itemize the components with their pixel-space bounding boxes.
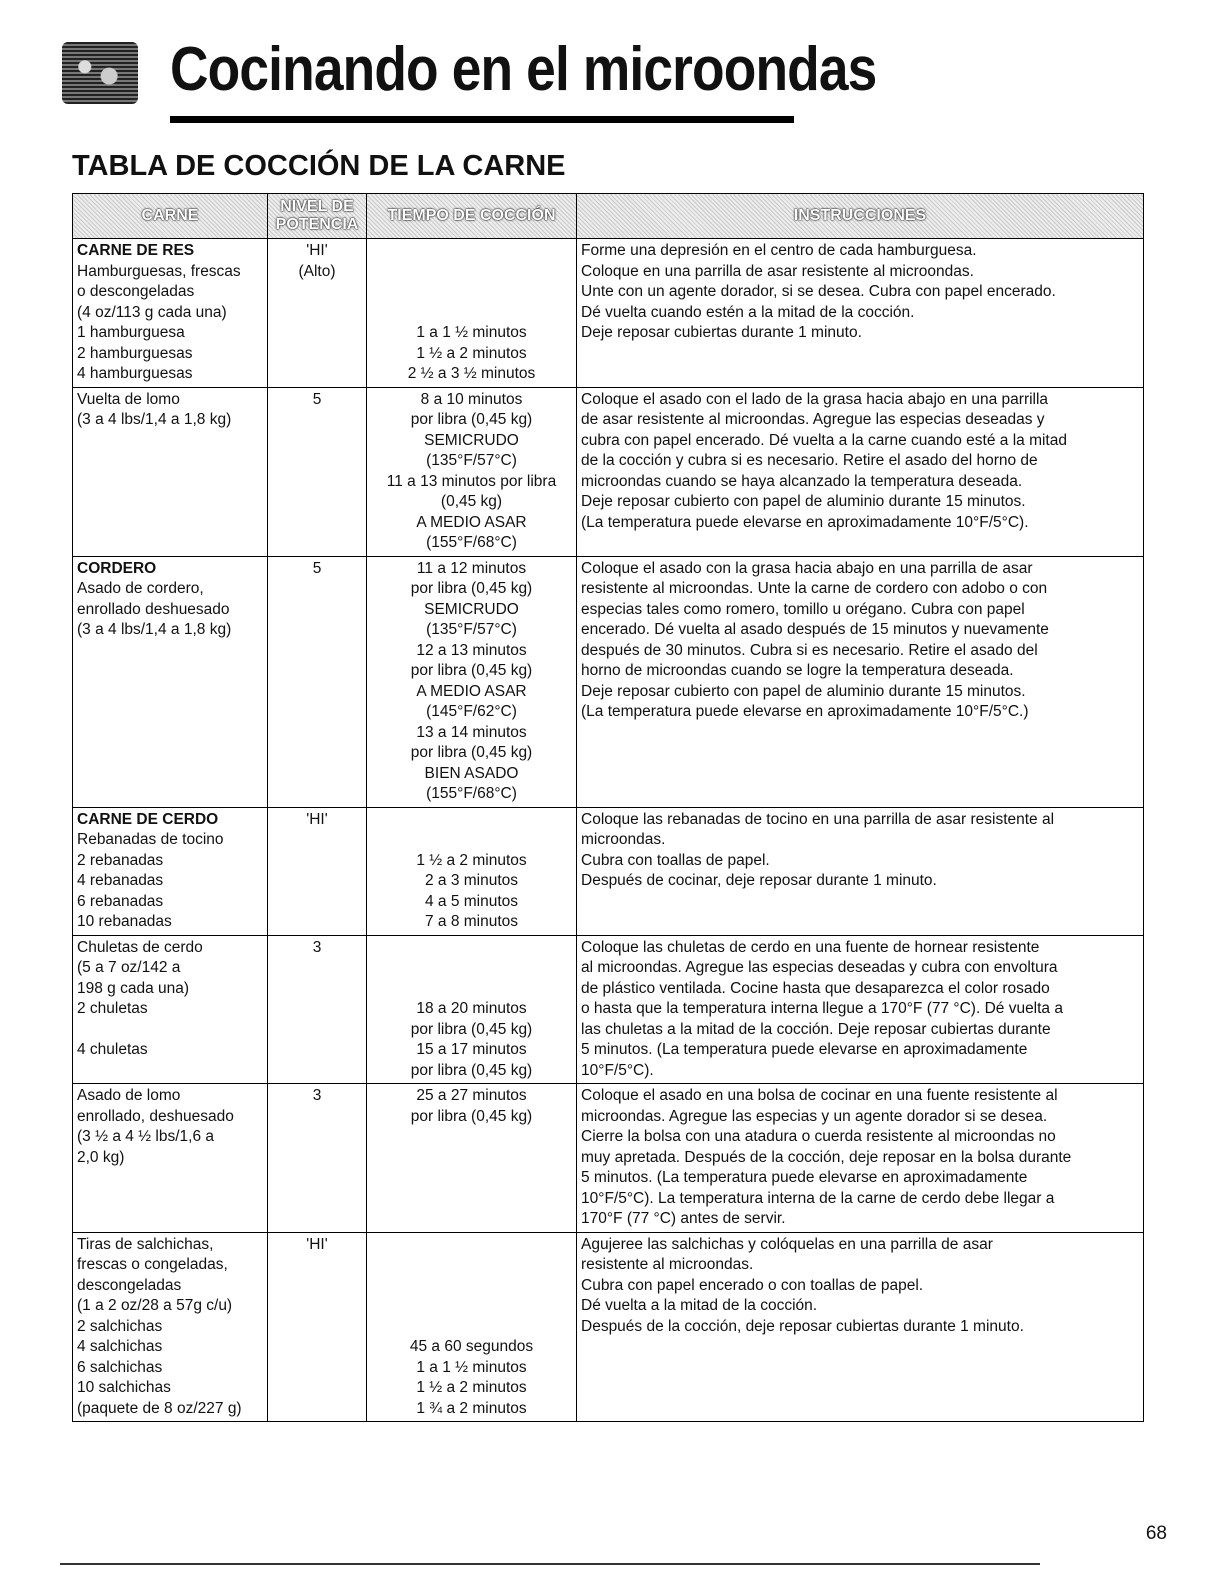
cell-line: (5 a 7 oz/142 a (77, 959, 181, 976)
food-cell (73, 935, 268, 1084)
cell-line (371, 958, 572, 979)
cell-line: descongeladas (77, 1276, 182, 1294)
power-level-cell (268, 387, 367, 556)
cell-line: 2 salchichas (77, 1317, 163, 1335)
cell-line: Asado de lomo (77, 1087, 181, 1104)
cell-line: 'HI' (306, 1235, 328, 1253)
cell-line: 6 rebanadas (77, 892, 164, 910)
title-underline (170, 116, 794, 123)
cell-line: 2 chuletas (77, 1000, 148, 1017)
cell-line: 2 rebanadas (77, 851, 164, 869)
cell-line: (3 a 4 lbs/1,4 a 1,8 kg) (77, 411, 232, 428)
cell-line (371, 282, 572, 303)
cell-line: Cubra con toallas de papel. (581, 851, 770, 869)
cell-line: 5 (312, 390, 322, 408)
cell-line: 4 rebanadas (77, 872, 164, 889)
cell-line: A MEDIO ASAR (416, 682, 527, 700)
meat-category-heading: CORDERO (77, 559, 157, 577)
section-title: TABLA DE COCCIÓN DE LA CARNE (72, 150, 566, 182)
cell-line: 4 hamburguesas (77, 365, 193, 382)
cell-line: 'HI' (306, 810, 328, 828)
meat-category-heading: CARNE DE CERDO (77, 810, 219, 828)
cell-line: 25 a 27 minutos (416, 1087, 527, 1104)
cell-line: Coloque las chuletas de cerdo en una fuente de hornear resistente (581, 938, 1040, 956)
cooking-time-cell (367, 556, 577, 807)
cell-line: por libra (0,45 kg) (410, 744, 533, 761)
table-row (73, 239, 1144, 388)
cell-line: resistente al microondas. (581, 1256, 754, 1273)
meat-category-heading: CARNE DE RES (77, 242, 195, 259)
cell-line: encerado. Dé vuelta al asado después de 15 minutos y nuevamente (581, 621, 1049, 638)
footer-rule (60, 1563, 1040, 1565)
cell-line: después de 30 minutos. Cubra si es necesario. Retire el asado del (581, 641, 1038, 659)
column-header-nivel: NIVEL DE POTENCIA (268, 194, 367, 239)
cell-line: 5 minutos. (La temperatura puede elevarse en aproximadamente (581, 1169, 1028, 1186)
cell-line: Cierre la bolsa con una atadura o cuerda resistente al microondas no (581, 1128, 1056, 1145)
cell-line: 10°F/5°C). La temperatura interna de la carne de cerdo debe llegar a (581, 1189, 1055, 1207)
cell-line (371, 1255, 572, 1276)
instructions-cell (577, 387, 1144, 556)
food-cell (73, 387, 268, 556)
cell-line: (3 a 4 lbs/1,4 a 1,8 kg) (77, 621, 232, 638)
table-row (73, 935, 1144, 1084)
cell-line (371, 262, 572, 283)
table-row (73, 1084, 1144, 1233)
column-header-carne: CARNE (73, 194, 268, 239)
cell-line: al microondas. Agregue las especias deseadas y cubra con envoltura (581, 959, 1058, 976)
cell-line: Vuelta de lomo (77, 390, 180, 408)
cell-line: frescas o congeladas, (77, 1256, 228, 1273)
cell-line: 5 (312, 559, 322, 577)
cell-line: (155°F/68°C) (426, 534, 517, 551)
cell-line: BIEN ASADO (424, 764, 519, 782)
cell-line: por libra (0,45 kg) (410, 580, 533, 597)
power-level-cell (268, 1084, 367, 1233)
cell-line: A MEDIO ASAR (416, 513, 527, 531)
cell-line: Unte con un agente dorador, si se desea. Cubra con papel encerado. (581, 283, 1056, 300)
cell-line: 2 ½ a 3 ½ minutos (407, 365, 536, 382)
cell-line: 11 a 13 minutos por libra (386, 472, 557, 490)
cell-line (371, 1235, 572, 1256)
food-cell (73, 1084, 268, 1233)
page-title: Cocinando en el microondas (170, 35, 877, 104)
cell-line: o descongeladas (77, 283, 195, 300)
cell-line: horno de microondas cuando se logre la temperatura deseada. (581, 662, 1014, 679)
cell-line: 18 a 20 minutos (416, 1000, 527, 1017)
cell-line: (145°F/62°C) (426, 703, 517, 720)
cell-line: Después de cocinar, deje reposar durante 1 minuto. (581, 872, 937, 889)
cell-line: Coloque en una parrilla de asar resistente al microondas. (581, 262, 974, 280)
cell-line: de la cocción y cubra si es necesario. Retire el asado del horno de (581, 452, 1038, 469)
cell-line: (1 a 2 oz/28 a 57g c/u) (77, 1297, 233, 1314)
cell-line: 11 a 12 minutos (416, 559, 527, 577)
power-level-cell (268, 1232, 367, 1422)
cell-line: por libra (0,45 kg) (410, 662, 533, 679)
cell-line: por libra (0,45 kg) (410, 1107, 533, 1125)
cell-line: (135°F/57°C) (426, 452, 517, 469)
cell-line: (155°F/68°C) (426, 785, 517, 802)
food-cell (73, 239, 268, 388)
cell-line (371, 979, 572, 1000)
cell-line (371, 1317, 572, 1338)
cell-line: 2,0 kg) (77, 1148, 125, 1166)
cell-line: 4 chuletas (77, 1041, 148, 1058)
cell-line: 4 a 5 minutos (424, 892, 519, 910)
cell-line: SEMICRUDO (424, 431, 519, 449)
page-number: 68 (1145, 1523, 1167, 1544)
cell-line: Agujeree las salchichas y colóquelas en una parrilla de asar (581, 1235, 993, 1253)
cell-line: microondas cuando se haya alcanzado la temperatura deseada. (581, 472, 1023, 490)
cell-line: enrollado deshuesado (77, 600, 230, 618)
power-level-cell (268, 556, 367, 807)
cell-line: Coloque el asado con el lado de la grasa hacia abajo en una parrilla (581, 390, 1049, 408)
instructions-cell (577, 1084, 1144, 1233)
cell-line: 3 (312, 938, 322, 956)
cell-line: (3 ½ a 4 ½ lbs/1,6 a (77, 1128, 215, 1145)
cell-line: Chuletas de cerdo (77, 938, 203, 956)
cell-line: 1 hamburguesa (77, 324, 185, 341)
cell-line (371, 1276, 572, 1297)
cell-line: 6 salchichas (77, 1358, 163, 1376)
cell-line: 3 (312, 1087, 322, 1104)
cooking-time-cell (367, 387, 577, 556)
cell-line: Forme una depresión en el centro de cada hamburguesa. (581, 242, 977, 259)
cell-line: 10°F/5°C). (581, 1061, 654, 1079)
cell-line: (135°F/57°C) (426, 621, 517, 638)
cell-line: Deje reposar cubiertas durante 1 minuto. (581, 324, 862, 341)
cell-line (371, 810, 572, 831)
cooking-time-cell (367, 1232, 577, 1422)
cell-line: 1 ¾ a 2 minutos (416, 1399, 527, 1417)
cell-line: 'HI' (306, 242, 328, 259)
cell-line: 5 minutos. (La temperatura puede elevarse en aproximadamente (581, 1041, 1028, 1058)
cell-line (371, 938, 572, 959)
cell-line: muy apretada. Después de la cocción, deje reposar en la bolsa durante (581, 1148, 1072, 1166)
cell-line: Hamburguesas, frescas (77, 262, 241, 280)
cooking-time-cell (367, 807, 577, 935)
cell-line: Cubra con papel encerado o con toallas de papel. (581, 1276, 924, 1294)
cell-line: 1 a 1 ½ minutos (416, 1358, 527, 1376)
cell-line: 1 ½ a 2 minutos (416, 344, 527, 362)
cell-line: Dé vuelta a la mitad de la cocción. (581, 1297, 818, 1314)
cell-line (371, 241, 572, 262)
cell-line: (paquete de 8 oz/227 g) (77, 1399, 242, 1417)
column-header-tiempo: TIEMPO DE COCCIÓN (367, 194, 577, 239)
cell-line: las chuletas a la mitad de la cocción. Deje reposar cubiertas durante (581, 1020, 1051, 1038)
table-row (73, 556, 1144, 807)
table-row (73, 807, 1144, 935)
cell-line: cubra con papel encerado. Dé vuelta a la carne cuando esté a la mitad (581, 431, 1067, 449)
cell-line: 1 ½ a 2 minutos (416, 1379, 527, 1396)
cell-line: Dé vuelta cuando estén a la mitad de la cocción. (581, 303, 915, 321)
cell-line (77, 1020, 263, 1041)
cell-line: 45 a 60 segundos (409, 1338, 534, 1355)
meat-cooking-table (72, 193, 1144, 1422)
cell-line (371, 830, 572, 851)
cell-line: Deje reposar cubierto con papel de aluminio durante 15 minutos. (581, 682, 1026, 700)
cell-line: 198 g cada una) (77, 979, 190, 997)
power-level-cell (268, 935, 367, 1084)
table-header-row (73, 194, 1144, 239)
cell-line: Tiras de salchichas, (77, 1235, 214, 1253)
table-row (73, 1232, 1144, 1422)
cell-line: Coloque el asado en una bolsa de cocinar en una fuente resistente al (581, 1087, 1058, 1104)
cell-line: SEMICRUDO (424, 600, 519, 618)
table-row (73, 387, 1144, 556)
cell-line (371, 303, 572, 324)
cell-line: (La temperatura puede elevarse en aproximadamente 10°F/5°C.) (581, 703, 1029, 720)
cell-line: resistente al microondas. Unte la carne de cordero con adobo o con (581, 580, 1048, 597)
cell-line: Asado de cordero, (77, 580, 204, 597)
cell-line: por libra (0,45 kg) (410, 1020, 533, 1038)
cell-line: 12 a 13 minutos (416, 641, 527, 659)
instructions-cell (577, 935, 1144, 1084)
cell-line: (La temperatura puede elevarse en aproximadamente 10°F/5°C). (581, 513, 1029, 531)
instructions-cell (577, 239, 1144, 388)
cell-line: 13 a 14 minutos (416, 723, 527, 741)
cell-line: 7 a 8 minutos (424, 913, 519, 930)
power-level-cell (268, 239, 367, 388)
cell-line: o hasta que la temperatura interna llegue a 170°F (77 °C). Dé vuelta a (581, 1000, 1063, 1017)
cell-line: microondas. (581, 831, 666, 848)
cell-line: 170°F (77 °C) antes de servir. (581, 1210, 786, 1227)
instructions-cell (577, 556, 1144, 807)
food-cell (73, 1232, 268, 1422)
food-cell (73, 807, 268, 935)
cell-line: 2 hamburguesas (77, 344, 193, 362)
instructions-cell (577, 1232, 1144, 1422)
cell-line: Rebanadas de tocino (77, 831, 224, 848)
cell-line: por libra (0,45 kg) (410, 1061, 533, 1079)
cooking-time-cell (367, 935, 577, 1084)
cell-line: (4 oz/113 g cada una) (77, 303, 227, 321)
cell-line: 4 salchichas (77, 1338, 163, 1355)
cell-line: 1 ½ a 2 minutos (416, 851, 527, 869)
cell-line: enrollado, deshuesado (77, 1107, 234, 1125)
cell-line: 2 a 3 minutos (424, 872, 519, 889)
cell-line: (Alto) (298, 262, 336, 280)
cell-line: microondas. Agregue las especias y un agente dorador si se desea. (581, 1107, 1048, 1125)
cell-line: Coloque el asado con la grasa hacia abajo en una parrilla de asar (581, 559, 1033, 577)
cell-line (371, 1296, 572, 1317)
cooking-time-cell (367, 239, 577, 388)
cooking-time-cell (367, 1084, 577, 1233)
cell-line: 10 salchichas (77, 1379, 171, 1396)
cell-line: (0,45 kg) (440, 493, 503, 510)
cell-line: de asar resistente al microondas. Agregue las especias deseadas y (581, 411, 1045, 428)
power-level-cell (268, 807, 367, 935)
instructions-cell (577, 807, 1144, 935)
cell-line: 1 a 1 ½ minutos (416, 324, 527, 341)
cell-line: de plástico ventilada. Cocine hasta que desaparezca el color rosado (581, 979, 1050, 997)
cell-line: 15 a 17 minutos (416, 1041, 527, 1058)
cell-line: 10 rebanadas (77, 913, 172, 930)
column-header-instrucciones: INSTRUCCIONES (577, 194, 1144, 239)
table-body (73, 239, 1144, 1422)
cell-line: Deje reposar cubierto con papel de aluminio durante 15 minutos. (581, 493, 1026, 510)
microwave-photo-icon (62, 42, 138, 104)
food-cell (73, 556, 268, 807)
cell-line: por libra (0,45 kg) (410, 411, 533, 428)
cell-line: especias tales como romero, tomillo u orégano. Cubra con papel (581, 600, 1025, 618)
cell-line: Después de la cocción, deje reposar cubiertas durante 1 minuto. (581, 1317, 1024, 1335)
cell-line: Coloque las rebanadas de tocino en una parrilla de asar resistente al (581, 810, 1055, 828)
cell-line: 8 a 10 minutos (420, 390, 523, 408)
